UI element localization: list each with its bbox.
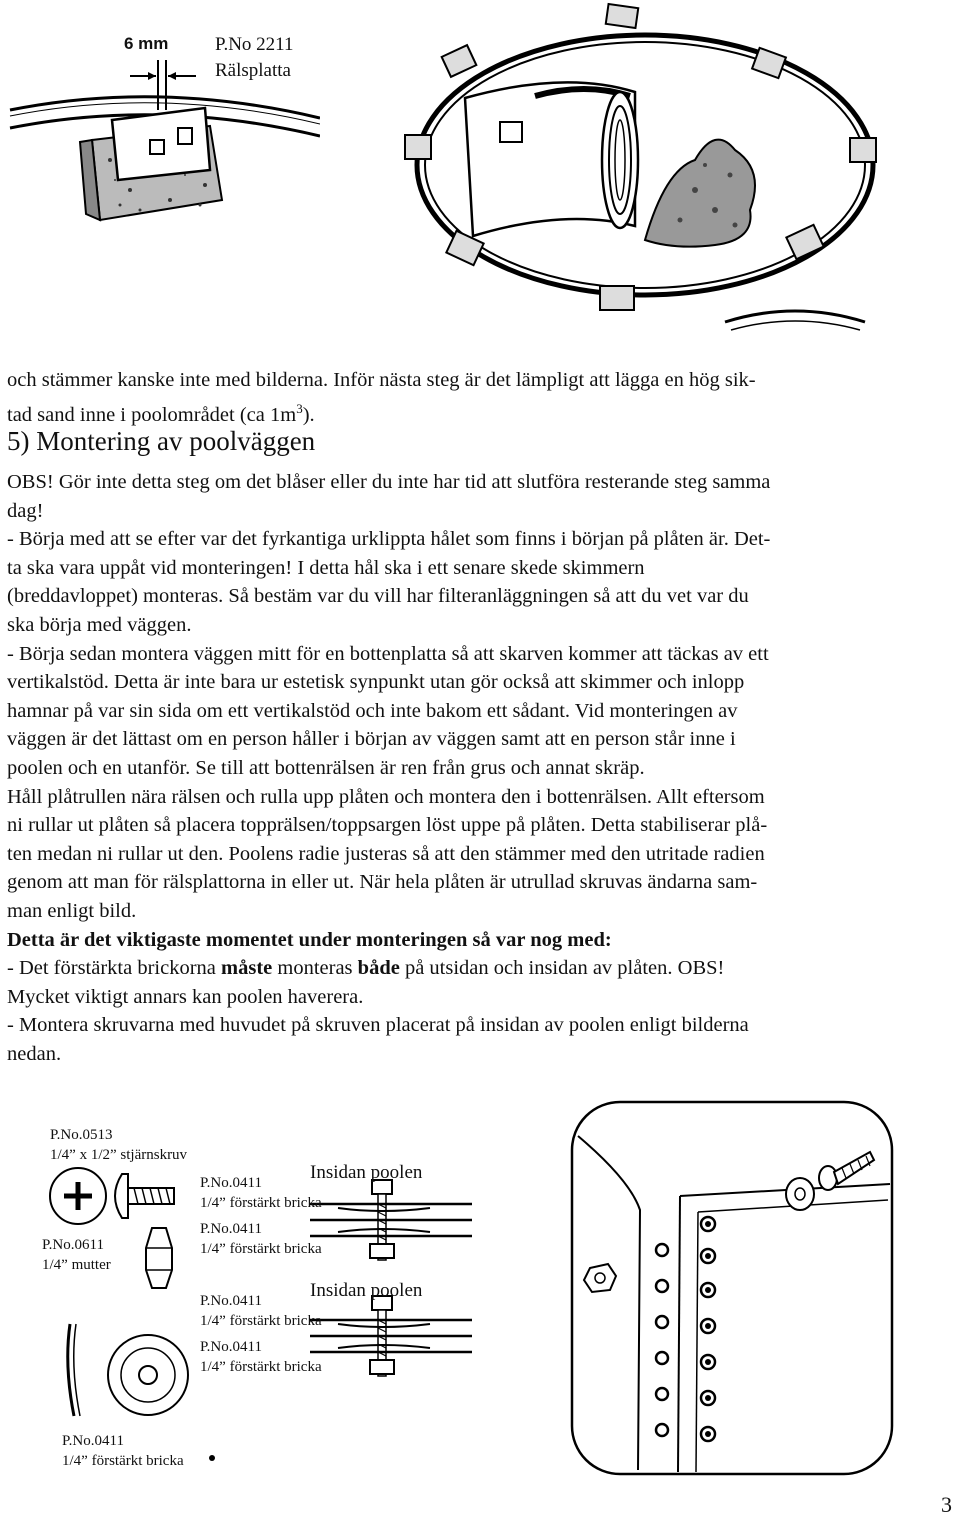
warning-emphasis-must: måste <box>221 957 273 980</box>
assembly-1-bottom-part-number: P.No.0411 <box>200 1221 262 1237</box>
warning-text-e: på utsidan och insidan av plåten. OBS! <box>399 957 725 980</box>
washer-part-number: P.No.0411 <box>62 1433 124 1449</box>
parts-diagram <box>0 1120 500 1480</box>
assembly-2-bottom-description: 1/4” förstärkt bricka <box>200 1359 322 1375</box>
body-line: ta ska vara uppåt vid monteringen! I detta hål ska i ett senare skede skimmern <box>7 556 645 579</box>
assembly-2-top-description: 1/4” förstärkt bricka <box>200 1313 322 1329</box>
intro-line-1: och stämmer kanske inte med bilderna. Inför nästa steg är det lämpligt att lägga en hög sik- <box>7 369 756 391</box>
dimension-label: 6 mm <box>124 34 169 53</box>
assembly-1-top-description: 1/4” förstärkt bricka <box>200 1195 322 1211</box>
body-line: vertikalstöd. Detta är inte bara ur estetisk synpunkt utan gör också att skimmer och inlopp <box>7 671 745 694</box>
nut-description: 1/4” mutter <box>42 1257 111 1273</box>
body-paragraphs <box>7 468 957 1068</box>
body-line: man enligt bild. <box>7 899 137 922</box>
intro-line-2-text: tad sand inne i poolområdet (ca 1m <box>7 403 297 426</box>
body-line: - Börja sedan montera väggen mitt för en bottenplatta så att skarven kommer att täckas av ett <box>7 642 769 665</box>
warning-line-1 <box>7 954 957 983</box>
warning-emphasis-both: både <box>357 957 400 980</box>
body-line: genom att man för rälsplattorna in eller ut. När hela plåten är utrullad skruvas ändarna sam- <box>7 871 758 894</box>
assembly-1-title: Insidan poolen <box>310 1162 423 1183</box>
body-line: OBS! Gör inte detta steg om det blåser eller du inte har tid att slutföra resterande steg samma <box>7 471 771 493</box>
pool-ring-figure <box>395 0 960 340</box>
body-line: (breddavloppet) monteras. Så bestäm var du vill har filteranläggningen så att du vet var du <box>7 585 749 608</box>
intro-paragraph <box>7 366 957 429</box>
intro-superscript: 3 <box>296 400 303 416</box>
body-line: Håll plåtrullen nära rälsen och rulla upp plåten och montera den i bottenrälsen. Allt eftersom <box>7 785 765 808</box>
wall-joint-illustration <box>570 1100 900 1480</box>
body-line: ni rullar ut plåten så placera topprälsen/toppsargen löst uppe på plåten. Detta stabiliserar plå- <box>7 814 768 837</box>
washer-description: 1/4” förstärkt bricka <box>62 1453 184 1469</box>
body-line: dag! <box>7 499 44 522</box>
body-line: väggen är det lättast om en person håller i början av väggen samt att en person står inne i <box>7 728 736 751</box>
screw-description: 1/4” x 1/2” stjärnskruv <box>50 1147 188 1163</box>
body-line: - Börja med att se efter var det fyrkantiga urklippta hålet som finns i början på plåten är. Det- <box>7 528 771 551</box>
warning-line: Mycket viktigt annars kan poolen haverera. <box>7 985 364 1008</box>
body-line: hamnar på var sin sida om ett vertikalstöd och inte bakom ett sådant. Vid monteringen av <box>7 699 738 722</box>
assembly-2-title: Insidan poolen <box>310 1280 423 1301</box>
rail-plate-part-name: Rälsplatta <box>215 60 291 81</box>
screw-part-number: P.No.0513 <box>50 1127 113 1143</box>
warning-text-c: monteras <box>272 957 358 980</box>
warning-heading: Detta är det viktigaste momentet under monteringen så var nog med: <box>7 928 612 951</box>
rail-plate-figure <box>0 0 320 235</box>
body-line: poolen och en utanför. Se till att bottenrälsen är ren från grus och annat skräp. <box>7 756 645 779</box>
rail-plate-part-number: P.No 2211 <box>215 34 294 55</box>
wall-joint-figure <box>570 1100 900 1480</box>
intro-line-2-tail: ). <box>302 403 315 426</box>
section-heading: 5) Montering av poolväggen <box>7 426 316 456</box>
body-line: ska börja med väggen. <box>7 613 192 636</box>
assembly-2-bottom-part-number: P.No.0411 <box>200 1339 262 1355</box>
assembly-2-top-part-number: P.No.0411 <box>200 1293 262 1309</box>
body-line: ten medan ni rullar ut den. Poolens radie justeras så att den stämmer med den utritade radien <box>7 842 765 865</box>
assembly-1-top-part-number: P.No.0411 <box>200 1175 262 1191</box>
nut-part-number: P.No.0611 <box>42 1237 104 1253</box>
warning-text-a: - Det förstärkta brickorna <box>7 957 222 980</box>
warning-line: nedan. <box>7 1042 62 1065</box>
warning-line: - Montera skruvarna med huvudet på skruven placerat på insidan av poolen enligt bilderna <box>7 1014 749 1037</box>
assembly-1-bottom-description: 1/4” förstärkt bricka <box>200 1241 322 1257</box>
intro-line-2 <box>7 395 957 429</box>
page-number: 3 <box>941 1492 952 1517</box>
pool-ring-illustration <box>395 0 960 340</box>
